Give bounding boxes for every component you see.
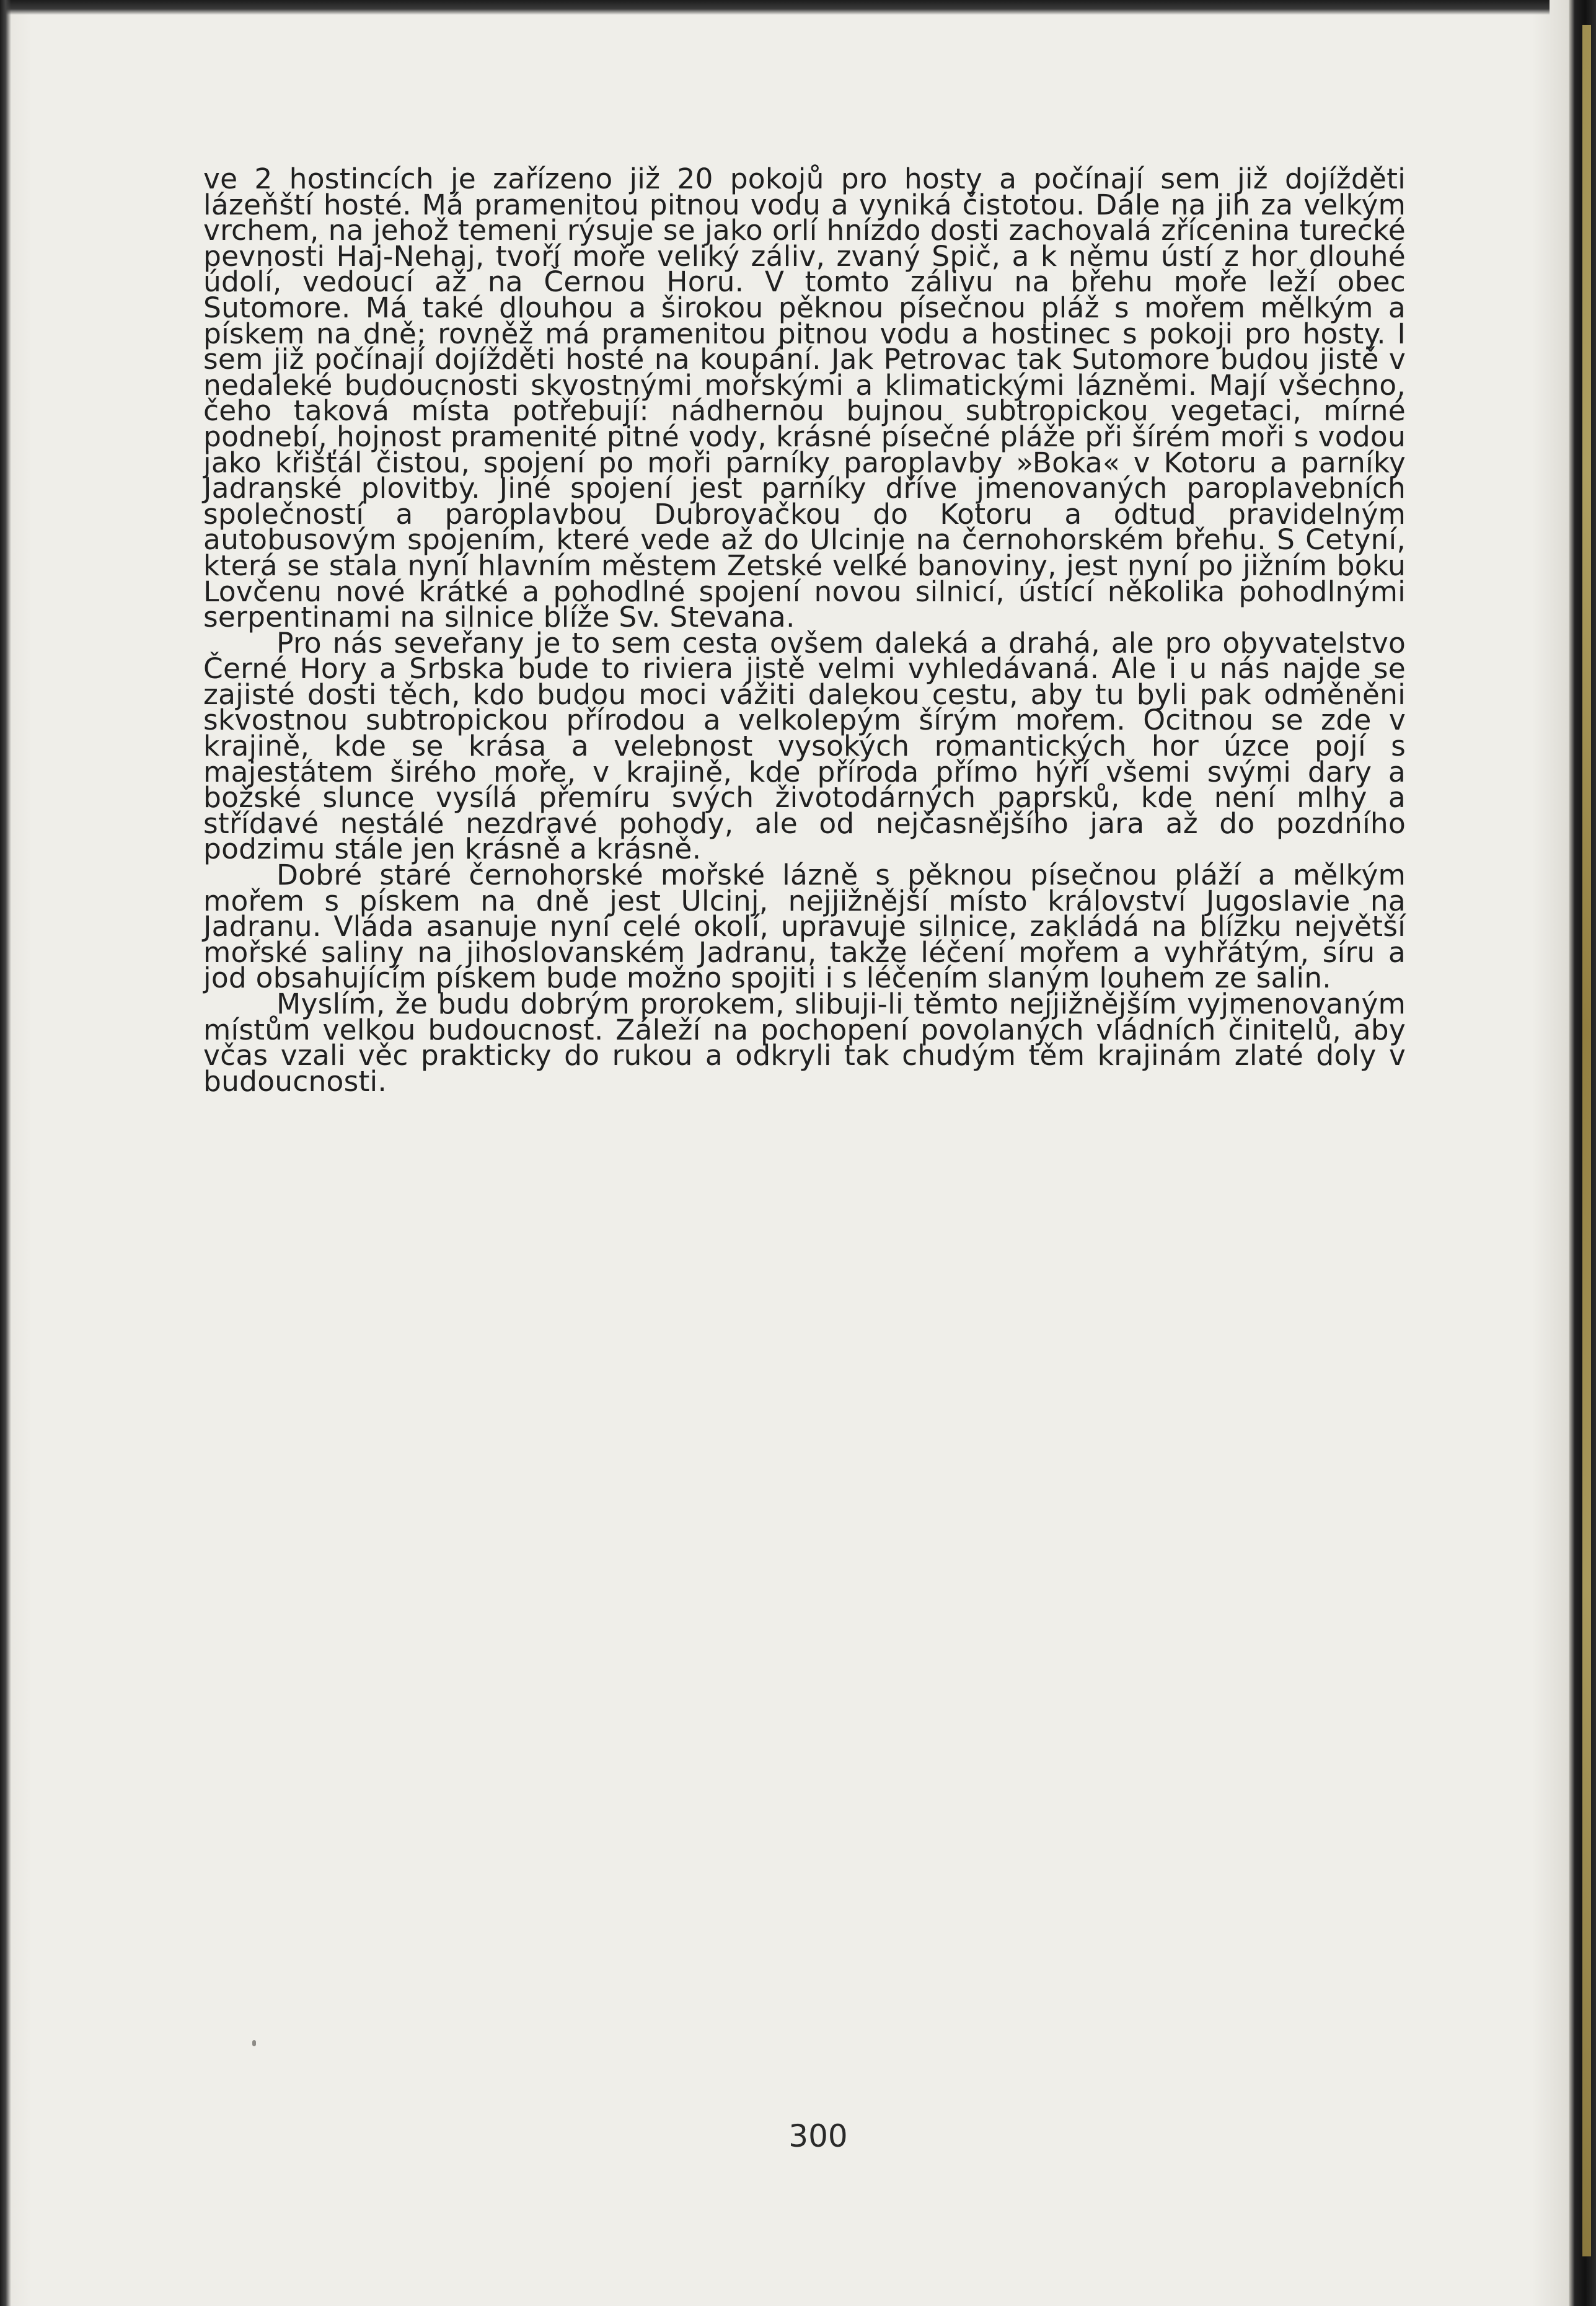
paper-speck <box>252 2040 256 2046</box>
scan-top-edge <box>0 0 1550 15</box>
paragraph-2: Pro nás seveřany je to sem cesta ovšem daleká a drahá, ale pro obyvatelstvo Černé Hory a Srbska bude to riviera jistě velmi vyhledávaná. Ale i u nás najde se zajisté dosti těch, kdo budou moci vážiti dalekou cestu, aby tu byli pak odměněni skvostnou subtropickou přírodou a velkolepým šírým mořem. Ocitnou se zde v krajině, kde se krása a velebnost vysokých romantických hor úzce pojí s majestátem širého moře, v krajině, kde příroda přímo hýří všemi svými dary a božské slunce vysílá přemíru svých životodárných paprsků, kde není mlhy a střídavé nestálé nezdravé pohody, ale od nejčasnějšího jara až do pozdního podzimu stále jen krásně a krásně. <box>203 626 1406 866</box>
paragraph-1: ve 2 hostincích je zařízeno již 20 pokojů pro hosty a počínají sem již dojížděti lázeňští hosté. Má pramenitou pitnou vodu a vyniká čistotou. Dále na jih za velkým vrchem, na jehož temeni rýsuje se jako orlí hnízdo dosti zachovalá zřícenina turecké pevnosti Haj-Nehaj, tvoří moře veliký záliv, zvaný Spič, a k němu ústí z hor dlouhé údolí, vedoucí až na Černou Horu. V tomto zálivu na břehu moře leží obec Sutomore. Má také dlouhou a širokou pěknou písečnou pláž s mořem mělkým a pískem na dně; rovněž má pramenitou pitnou vodu a hostinec s pokoji pro hosty. I sem již počínají dojížděti hosté na koupání. Jak Petrovac tak Sutomore budou jistě v nedaleké budoucnosti skvostnými mořskými a klimatickými lázněmi. Mají všechno, čeho taková místa potřebují: nádhernou bujnou subtropickou vegetaci, mírné podnebí, hojnost pramenité pitné vody, krásné písečné pláže při šírém moři s vodou jako křišťál čistou, spojení po moři parníky paroplavby »Boka« v Kotoru a parníky Jadranské plovitby. Jiné spojení jest parníky dříve jmenovaných paroplavebních společností a paroplavbou Dubrovačkou do Kotoru a odtud pravidelným autobusovým spojením, které vede až do Ulcinje na černohorském břehu. S Cetyní, která se stala nyní hlavním městem Zetské velké banoviny, jest nyní po jižním boku Lovčenu nové krátké a pohodlné spojení novou silnicí, ústící několika pohodlnými serpentinami na silnice blíže Sv. Stevana. <box>203 162 1406 634</box>
paragraph-3: Dobré staré černohorské mořské lázně s pěknou písečnou pláží a mělkým mořem s pískem na dně jest Ulcinj, nejjižnější místo království Jugoslavie na Jadranu. Vláda asanuje nyní celé okolí, upravuje silnice, zakládá na blízku největší mořské saliny na jihoslovanském Jadranu, takže léčení mořem a vyhřátým, síru a jod obsahujícím pískem bude možno spojiti i s léčením slaným louhem ze salin. <box>203 859 1406 995</box>
page-number: 300 <box>788 2118 848 2154</box>
paragraph-4: Myslím, že budu dobrým prorokem, slibuji-li těmto nejjižnějším vyjmenovaným místům velkou budoucnost. Záleží na pochopení povolaných vládních činitelů, aby včas vzali věc prakticky do rukou a odkryli tak chudým těm krajinám zlaté doly v budoucnosti. <box>203 987 1406 1098</box>
body-text <box>203 162 1406 1098</box>
gilt-page-edge <box>1582 25 1591 2256</box>
scan-left-edge <box>0 0 11 2306</box>
